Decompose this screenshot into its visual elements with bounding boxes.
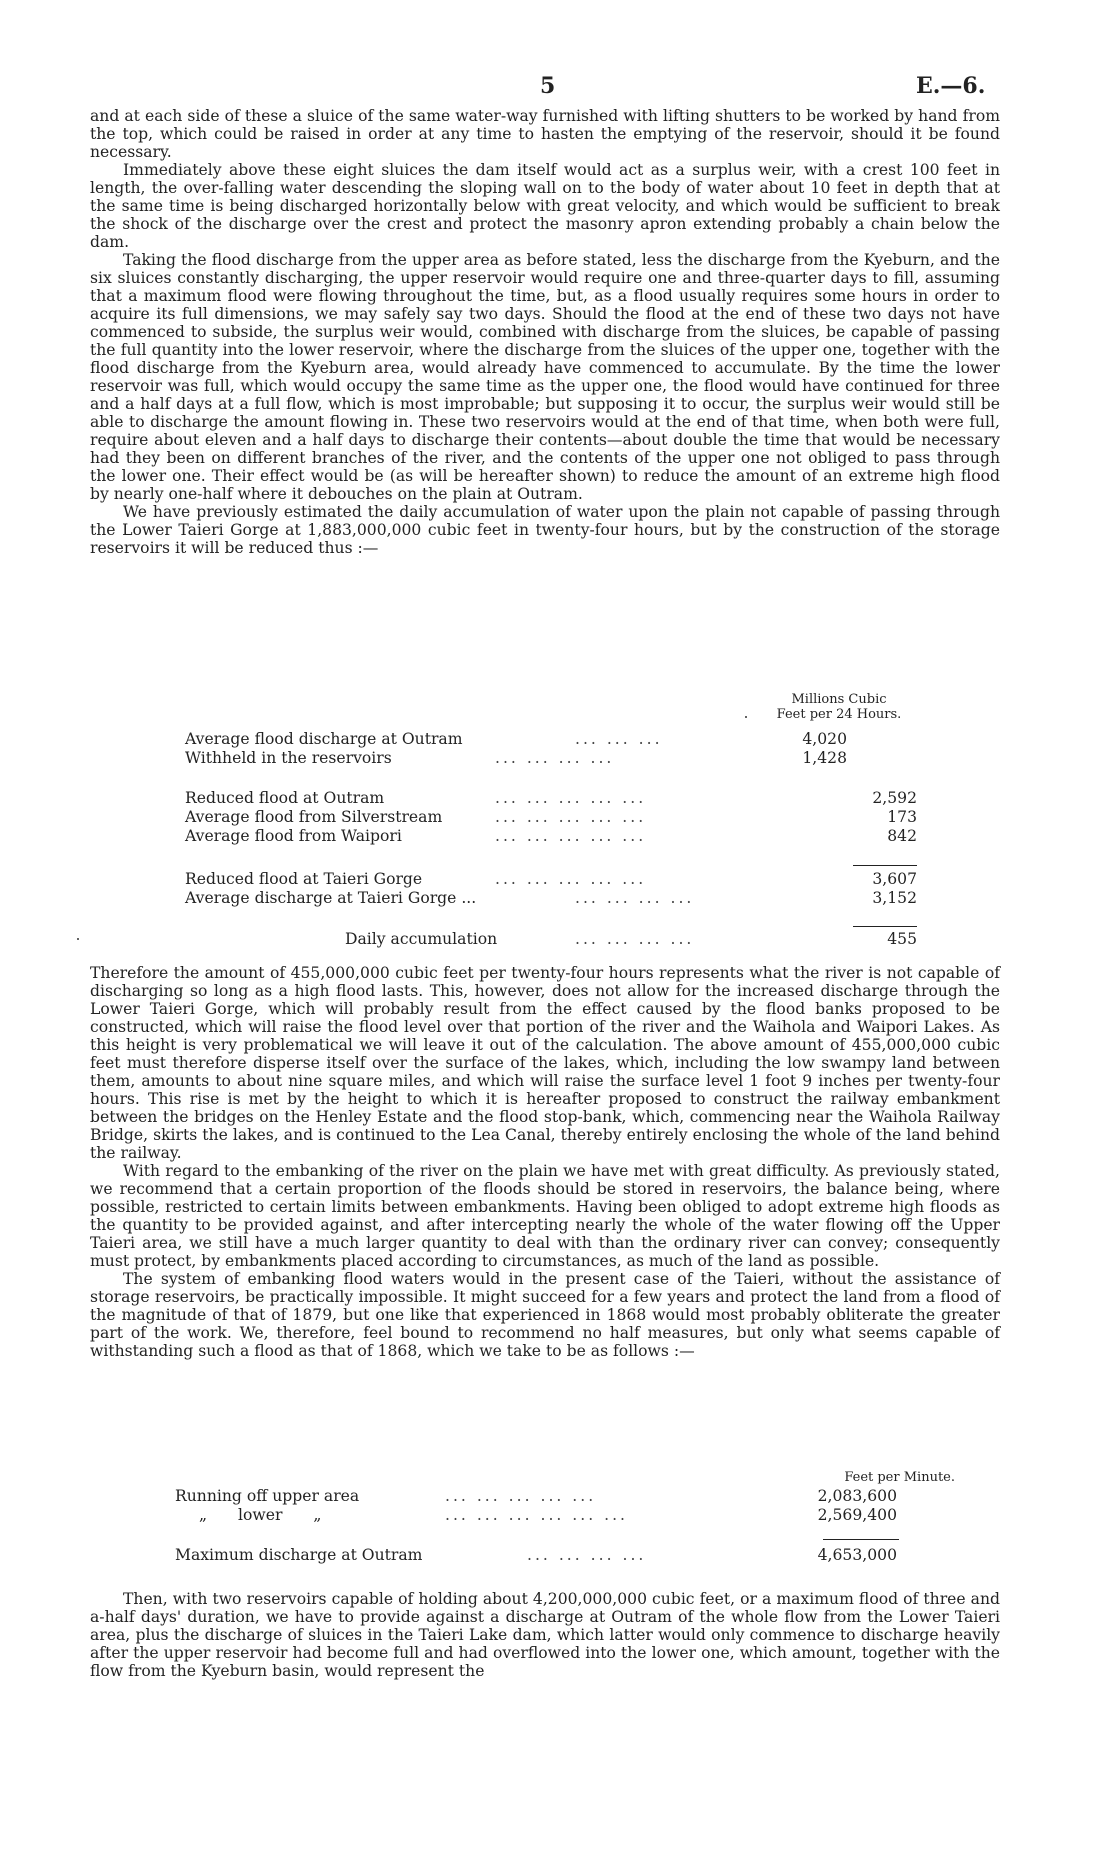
leader-dots: ... ... ... ... [495, 749, 615, 767]
row-value: 2,083,600 [817, 1487, 897, 1505]
row-label: Running off upper area [175, 1487, 360, 1505]
row-value: 2,592 [872, 789, 917, 807]
column-header: Feet per Minute. [844, 1470, 955, 1485]
sum-rule [823, 1539, 899, 1540]
paragraph: With regard to the embanking of the river on the plain we have met with great difficulty. As previously stated, we recommend that a certain proportion of the floods should be stored in reservoirs, the balance being, where possible, restricted to certain limits between embankments. Having been obliged to adopt extreme high floods as the quantity to be provided against, and after intercepting nearly the whole of the water flowing off the Upper Taieri area, we still have a much larger quantity to deal with than the ordinary river can convey; consequently must protect, by embankments placed according to circumstances, as much of the land as possible. [90, 1162, 1000, 1270]
row-value: 4,653,000 [817, 1546, 897, 1564]
paragraph: Immediately above these eight sluices the dam itself would act as a surplus weir, with a crest 100 feet in length, the over-falling water descending the sloping wall on to the body of water about 10 feet in depth that at the same time is being discharged horizontally below with great velocity, and which would be sufficient to break the shock of the discharge over the crest and protect the masonry apron extending probably a chain below the dam. [90, 161, 1000, 251]
ink-speck [745, 716, 747, 718]
row-label: Average flood from Waipori [185, 827, 402, 845]
leader-dots: ... ... ... ... ... [495, 827, 647, 845]
flood-discharge-table [175, 1470, 955, 1592]
row-label: Reduced flood at Taieri Gorge [185, 870, 423, 888]
row-value: 173 [887, 808, 917, 826]
row-value: 2,569,400 [817, 1506, 897, 1524]
leader-dots: ... ... ... ... ... [495, 789, 647, 807]
row-label: Average flood from Silverstream [185, 808, 443, 826]
row-value: 4,020 [802, 730, 847, 748]
row-label: Reduced flood at Outram [185, 789, 385, 807]
bottom-text-block [90, 1590, 1000, 1680]
row-label: Daily accumulation [345, 930, 498, 948]
paragraph: Taking the flood discharge from the upper area as before stated, less the discharge from the Kyeburn, and the six sluices constantly discharging, the upper reservoir would require one and three-quarter days to fill, assuming that a maximum flood were flowing throughout the time, but, as a flood usually requires some hours in order to acquire its full dimensions, we may safely say two days. Should the flood at the end of these two days not have commenced to subside, the surplus weir would, combined with discharge from the sluices, be capable of passing the full quantity into the lower reservoir, where the discharge from the sluices of the upper one, together with the flood discharge from the Kyeburn area, would already have commenced to accumulate. By the time the lower reservoir was full, which would occupy the same time as the upper one, the flood would have continued for three and a half days at a full flow, which is most improbable; but supposing it to occur, the surplus weir would still be able to discharge the amount flowing in. These two reservoirs would at the end of that time, when both were full, require about eleven and a half days to discharge their contents—about double the time that would be necessary had they been on different branches of the river, and the contents of the upper one not obliged to pass through the lower one. Their effect would be (as will be hereafter shown) to reduce the amount of an extreme high flood by nearly one-half where it debouches on the plain at Outram. [90, 251, 1000, 503]
top-text-block [90, 107, 1000, 557]
sum-rule [853, 926, 917, 927]
column-header: Millions Cubic Feet per 24 Hours. [776, 692, 902, 722]
paragraph: The system of embanking flood waters would in the present case of the Taieri, without the assistance of storage reservoirs, be practically impossible. It might succeed for a few years and protect the land from a flood of the magnitude of that of 1879, but one like that experienced in 1868 would most probably obliterate the greater part of the work. We, therefore, feel bound to recommend no half measures, but only what seems capable of withstanding such a flood as that of 1868, which we take to be as follows :— [90, 1270, 1000, 1360]
row-value: 3,607 [872, 870, 917, 888]
paragraph: Therefore the amount of 455,000,000 cubic feet per twenty-four hours represents what the river is not capable of discharging so long as a high flood lasts. This, however, does not allow for the increased discharge through the Lower Taieri Gorge, which will probably result from the effect caused by the flood banks proposed to be constructed, which will raise the flood level over that portion of the river and the Waihola and Waipori Lakes. As this height is very problematical we will leave it out of the calculation. The above amount of 455,000,000 cubic feet must therefore disperse itself over the surface of the lakes, which, including the low swampy land between them, amounts to about nine square miles, and which will raise the surface level 1 foot 9 inches per twenty-four hours. This rise is met by the height to which it is hereafter proposed to construct the railway embankment between the bridges on the Henley Estate and the flood stop-bank, which, commencing near the Waihola Railway Bridge, skirts the lakes, and is continued to the Lea Canal, thereby entirely enclosing the whole of the land behind the railway. [90, 964, 1000, 1162]
row-label: Withheld in the reservoirs [185, 749, 392, 767]
paragraph: Then, with two reservoirs capable of holding about 4,200,000,000 cubic feet, or a maximum flood of three and a-half days' duration, we have to provide against a discharge at Outram of the whole flow from the Lower Taieri area, plus the discharge of sluices in the Taieri Lake dam, which latter would only commence to discharge heavily after the upper reservoir had become full and had overflowed into the lower one, which amount, together with the flow from the Kyeburn basin, would represent the [90, 1590, 1000, 1680]
row-value: 842 [887, 827, 917, 845]
leader-dots: ... ... ... ... [527, 1546, 647, 1564]
leader-dots: ... ... ... ... [575, 930, 695, 948]
leader-dots: ... ... ... ... ... [495, 808, 647, 826]
row-label: Average discharge at Taieri Gorge ... [185, 889, 477, 907]
paragraph: and at each side of these a sluice of the same water-way furnished with lifting shutters to be worked by hand from the top, which could be raised in order at any time to hasten the emptying of the reservoir, should it be found necessary. [90, 107, 1000, 161]
paragraph: We have previously estimated the daily accumulation of water upon the plain not capable of passing through the Lower Taieri Gorge at 1,883,000,000 cubic feet in twenty-four hours, but by the construction of the storage reservoirs it will be reduced thus :— [90, 503, 1000, 557]
sum-rule [853, 865, 917, 866]
leader-dots: ... ... ... ... ... [495, 870, 647, 888]
leader-dots: ... ... ... [575, 730, 663, 748]
row-value: 455 [887, 930, 917, 948]
document-code: E.—6. [916, 73, 986, 99]
ink-speck [77, 938, 79, 940]
row-label: Average flood discharge at Outram [185, 730, 463, 748]
leader-dots: ... ... ... ... ... ... [445, 1506, 629, 1524]
row-value: 1,428 [802, 749, 847, 767]
reservoir-reduction-table [185, 692, 945, 962]
leader-dots: ... ... ... ... ... [445, 1487, 597, 1505]
middle-text-block [90, 964, 1000, 1360]
page-number: 5 [540, 73, 556, 99]
row-value: 3,152 [872, 889, 917, 907]
row-label: Maximum discharge at Outram [175, 1546, 423, 1564]
leader-dots: ... ... ... ... [575, 889, 695, 907]
row-label: „ lower „ [199, 1506, 322, 1524]
